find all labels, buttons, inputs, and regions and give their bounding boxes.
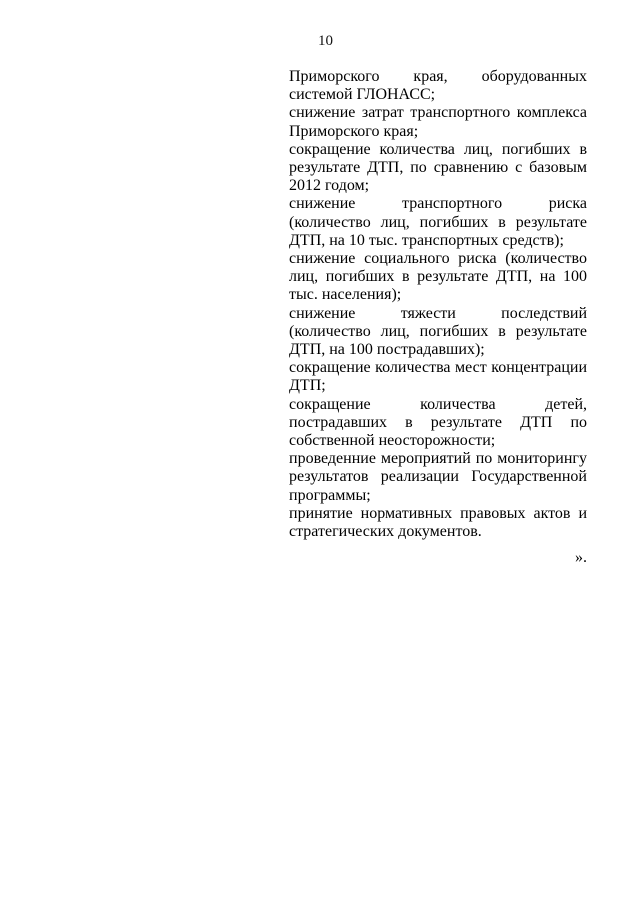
paragraph: проведенние мероприятий по мониторингу результатов реализации Государственной программы; xyxy=(289,450,587,504)
document-body xyxy=(289,68,587,567)
paragraph: снижение тяжести последствий (количество лиц, погибших в результате ДТП, на 100 пострадавших); xyxy=(289,304,587,359)
paragraph: принятие нормативных правовых актов и стратегических документов. xyxy=(289,504,587,541)
paragraph: снижение транспортного риска (количество лиц, погибших в результате ДТП, на 10 тыс. транспортных средств); xyxy=(289,195,587,249)
paragraph: снижение затрат транспортного комплекса Приморского края; xyxy=(289,104,587,140)
paragraph: снижение социального риска (количество лиц, погибших в результате ДТП, на 100 тыс. населения); xyxy=(289,250,587,304)
paragraph: сокращение количества лиц, погибших в результате ДТП, по сравнению с базовым 2012 годом; xyxy=(289,140,587,195)
closing-quote: ». xyxy=(575,549,587,567)
paragraph: сокращение количества детей, пострадавших в результате ДТП по собственной неосторожности; xyxy=(289,395,587,450)
paragraph: Приморского края, оборудованных системой ГЛОНАСС; xyxy=(289,68,587,104)
paragraph: сокращение количества мест концентрации ДТП; xyxy=(289,359,587,395)
page-number: 10 xyxy=(318,33,333,49)
